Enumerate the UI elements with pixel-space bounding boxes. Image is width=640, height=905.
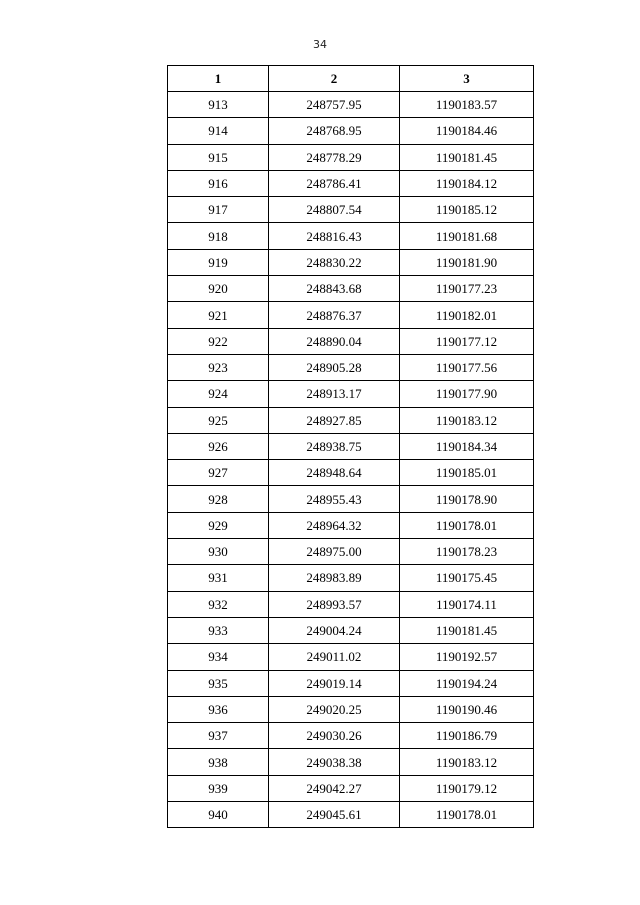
- y-coordinate-cell: 1190185.01: [400, 460, 534, 486]
- x-coordinate-cell: 248768.95: [269, 118, 400, 144]
- table-row: [168, 433, 534, 459]
- y-coordinate-cell: 1190182.01: [400, 302, 534, 328]
- point-number-cell: 917: [168, 197, 269, 223]
- table-row: [168, 565, 534, 591]
- table-row: [168, 670, 534, 696]
- point-number-cell: 921: [168, 302, 269, 328]
- x-coordinate-cell: 248955.43: [269, 486, 400, 512]
- table-row: [168, 644, 534, 670]
- x-coordinate-cell: 249038.38: [269, 749, 400, 775]
- column-header-2: 2: [269, 66, 400, 92]
- point-number-cell: 931: [168, 565, 269, 591]
- point-number-cell: 926: [168, 433, 269, 459]
- x-coordinate-cell: 248816.43: [269, 223, 400, 249]
- x-coordinate-cell: 248964.32: [269, 512, 400, 538]
- x-coordinate-cell: 248948.64: [269, 460, 400, 486]
- point-number-cell: 928: [168, 486, 269, 512]
- point-number-cell: 913: [168, 92, 269, 118]
- point-number-cell: 940: [168, 802, 269, 828]
- point-number-cell: 936: [168, 696, 269, 722]
- y-coordinate-cell: 1190190.46: [400, 696, 534, 722]
- y-coordinate-cell: 1190177.23: [400, 276, 534, 302]
- y-coordinate-cell: 1190178.01: [400, 512, 534, 538]
- column-header-1: 1: [168, 66, 269, 92]
- point-number-cell: 922: [168, 328, 269, 354]
- y-coordinate-cell: 1190177.12: [400, 328, 534, 354]
- table-row: [168, 591, 534, 617]
- x-coordinate-cell: 249042.27: [269, 775, 400, 801]
- page-number: 34: [313, 38, 327, 51]
- x-coordinate-cell: 249011.02: [269, 644, 400, 670]
- table-row: [168, 276, 534, 302]
- table-row: [168, 197, 534, 223]
- point-number-cell: 938: [168, 749, 269, 775]
- point-number-cell: 937: [168, 723, 269, 749]
- x-coordinate-cell: 249004.24: [269, 617, 400, 643]
- table-row: [168, 539, 534, 565]
- y-coordinate-cell: 1190184.46: [400, 118, 534, 144]
- x-coordinate-cell: 248905.28: [269, 354, 400, 380]
- table-row: [168, 802, 534, 828]
- point-number-cell: 914: [168, 118, 269, 144]
- table-row: [168, 775, 534, 801]
- table-header-row: [168, 66, 534, 92]
- table-row: [168, 696, 534, 722]
- y-coordinate-cell: 1190181.90: [400, 249, 534, 275]
- y-coordinate-cell: 1190183.57: [400, 92, 534, 118]
- table-row: [168, 144, 534, 170]
- y-coordinate-cell: 1190194.24: [400, 670, 534, 696]
- y-coordinate-cell: 1190179.12: [400, 775, 534, 801]
- y-coordinate-cell: 1190178.23: [400, 539, 534, 565]
- y-coordinate-cell: 1190192.57: [400, 644, 534, 670]
- table-row: [168, 354, 534, 380]
- table-row: [168, 249, 534, 275]
- x-coordinate-cell: 248983.89: [269, 565, 400, 591]
- table-row: [168, 460, 534, 486]
- point-number-cell: 924: [168, 381, 269, 407]
- x-coordinate-cell: 248927.85: [269, 407, 400, 433]
- table-row: [168, 170, 534, 196]
- y-coordinate-cell: 1190178.01: [400, 802, 534, 828]
- x-coordinate-cell: 248876.37: [269, 302, 400, 328]
- y-coordinate-cell: 1190183.12: [400, 407, 534, 433]
- y-coordinate-cell: 1190184.34: [400, 433, 534, 459]
- point-number-cell: 919: [168, 249, 269, 275]
- y-coordinate-cell: 1190185.12: [400, 197, 534, 223]
- x-coordinate-cell: 248890.04: [269, 328, 400, 354]
- point-number-cell: 923: [168, 354, 269, 380]
- point-number-cell: 918: [168, 223, 269, 249]
- point-number-cell: 916: [168, 170, 269, 196]
- point-number-cell: 932: [168, 591, 269, 617]
- x-coordinate-cell: 249019.14: [269, 670, 400, 696]
- point-number-cell: 929: [168, 512, 269, 538]
- table-row: [168, 302, 534, 328]
- coordinates-table: [167, 65, 534, 828]
- x-coordinate-cell: 248786.41: [269, 170, 400, 196]
- x-coordinate-cell: 248913.17: [269, 381, 400, 407]
- y-coordinate-cell: 1190175.45: [400, 565, 534, 591]
- table-body: [168, 92, 534, 828]
- table-row: [168, 617, 534, 643]
- x-coordinate-cell: 249045.61: [269, 802, 400, 828]
- point-number-cell: 935: [168, 670, 269, 696]
- y-coordinate-cell: 1190178.90: [400, 486, 534, 512]
- x-coordinate-cell: 248807.54: [269, 197, 400, 223]
- y-coordinate-cell: 1190186.79: [400, 723, 534, 749]
- table-row: [168, 381, 534, 407]
- table-row: [168, 223, 534, 249]
- table-row: [168, 749, 534, 775]
- y-coordinate-cell: 1190174.11: [400, 591, 534, 617]
- x-coordinate-cell: 248778.29: [269, 144, 400, 170]
- table-row: [168, 118, 534, 144]
- x-coordinate-cell: 249020.25: [269, 696, 400, 722]
- y-coordinate-cell: 1190181.68: [400, 223, 534, 249]
- y-coordinate-cell: 1190183.12: [400, 749, 534, 775]
- point-number-cell: 933: [168, 617, 269, 643]
- y-coordinate-cell: 1190184.12: [400, 170, 534, 196]
- table-row: [168, 92, 534, 118]
- x-coordinate-cell: 248938.75: [269, 433, 400, 459]
- table-row: [168, 486, 534, 512]
- table-row: [168, 723, 534, 749]
- y-coordinate-cell: 1190177.56: [400, 354, 534, 380]
- y-coordinate-cell: 1190181.45: [400, 617, 534, 643]
- table-row: [168, 512, 534, 538]
- column-header-3: 3: [400, 66, 534, 92]
- x-coordinate-cell: 248993.57: [269, 591, 400, 617]
- table-row: [168, 328, 534, 354]
- point-number-cell: 939: [168, 775, 269, 801]
- x-coordinate-cell: 248757.95: [269, 92, 400, 118]
- x-coordinate-cell: 248843.68: [269, 276, 400, 302]
- point-number-cell: 930: [168, 539, 269, 565]
- x-coordinate-cell: 248975.00: [269, 539, 400, 565]
- x-coordinate-cell: 248830.22: [269, 249, 400, 275]
- point-number-cell: 915: [168, 144, 269, 170]
- x-coordinate-cell: 249030.26: [269, 723, 400, 749]
- point-number-cell: 934: [168, 644, 269, 670]
- point-number-cell: 927: [168, 460, 269, 486]
- y-coordinate-cell: 1190177.90: [400, 381, 534, 407]
- table-row: [168, 407, 534, 433]
- point-number-cell: 920: [168, 276, 269, 302]
- point-number-cell: 925: [168, 407, 269, 433]
- y-coordinate-cell: 1190181.45: [400, 144, 534, 170]
